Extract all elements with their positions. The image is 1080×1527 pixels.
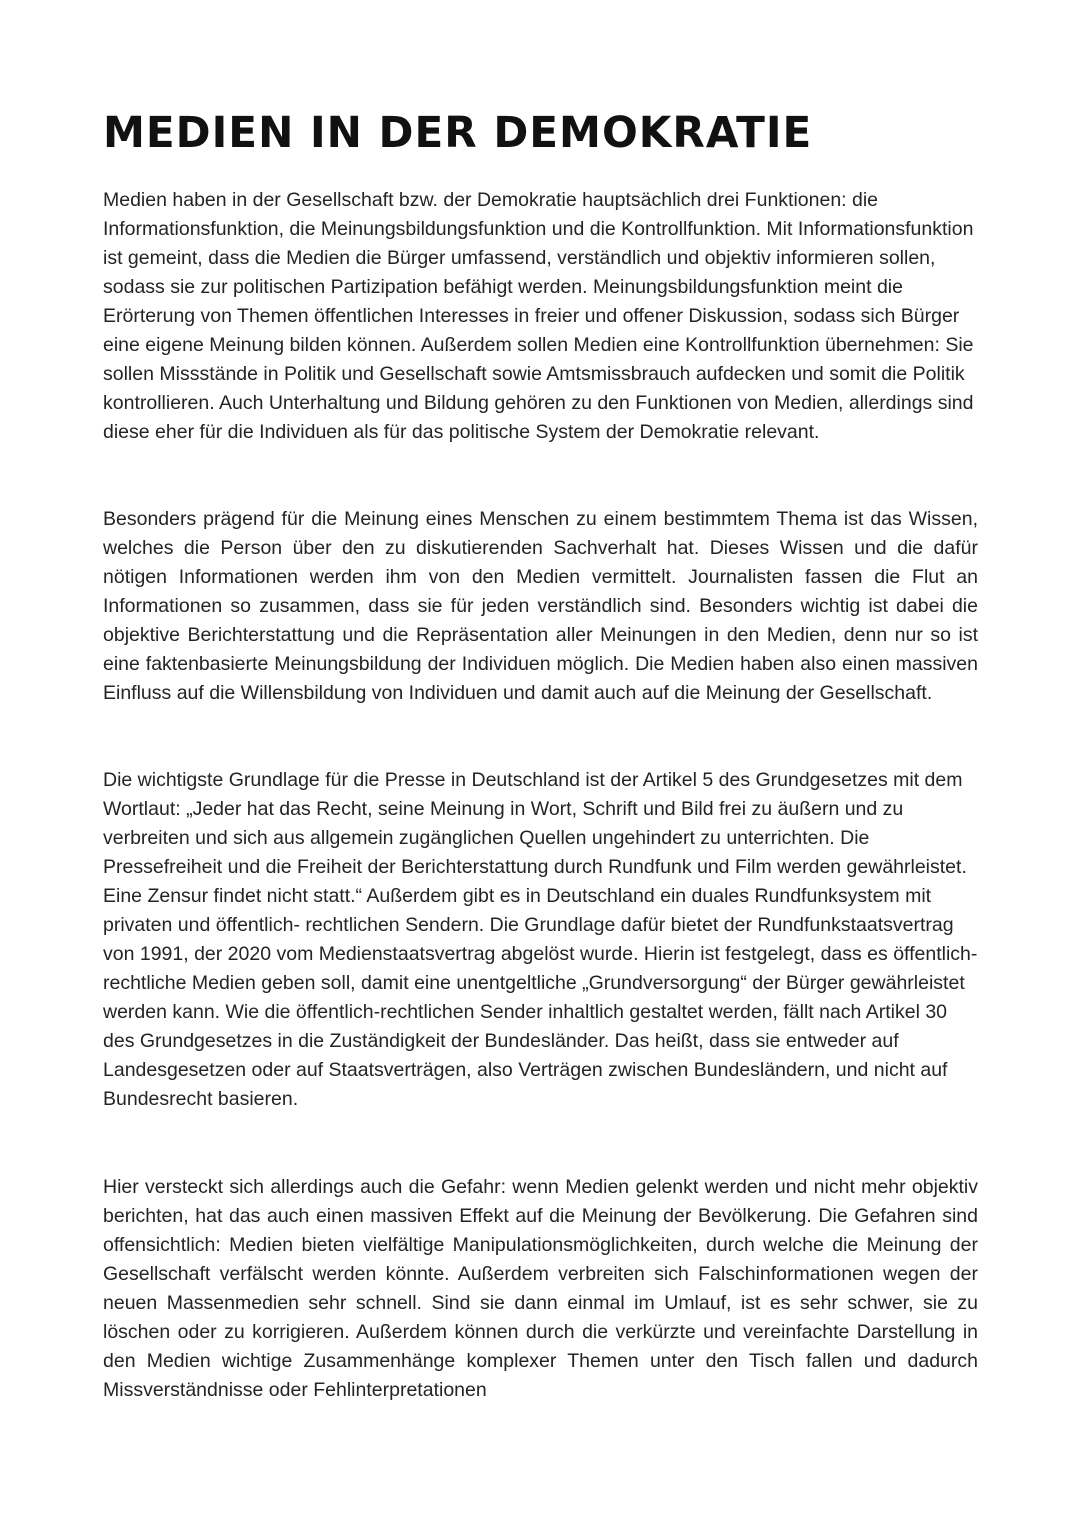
paragraph-opinion-forming: Besonders prägend für die Meinung eines Menschen zu einem bestimmtem Thema ist das Wissen, welches die Person über den zu diskutierenden Sachverhalt hat. Dieses Wissen und die dafür nötigen Informationen werden ihm von den Medien vermittelt. Journalisten fassen die Flut an Informationen so zusammen, dass sie für jeden verständlich sind. Besonders wichtig ist dabei die objektive Berichterstattung und die Repräsentation aller Meinungen in den Medien, denn nur so ist eine faktenbasierte Meinungsbildung der Individuen möglich. Die Medien haben also einen massiven Einfluss auf die Willensbildung von Individuen und damit auch auf die Meinung der Gesellschaft.	[103, 508, 978, 704]
paragraph-functions: Medien haben in der Gesellschaft bzw. der Demokratie hauptsächlich drei Funktionen: die Informationsfunktion, die Meinungsbildungsfunktion und die Kontrollfunktion. Mit Informationsfunktion ist gemeint, dass die Medien die Bürger umfassend, verständlich und objektiv informieren sollen, sodass sie zur politischen Partizipation befähigt werden. Meinungsbildungsfunktion meint die Erörterung von Themen öffentlichen Interesses in freier und offener Diskussion, sodass sich Bürger eine eigene Meinung bilden können. Außerdem sollen Medien eine Kontrollfunktion übernehmen: Sie sollen Missstände in Politik und Gesellschaft sowie Amtsmissbrauch aufdecken und somit die Politik kontrollieren. Auch Unterhaltung und Bildung gehören zu den Funktionen von Medien, allerdings sind diese eher für die Individuen als für das politische System der Demokratie relevant.	[103, 189, 974, 443]
paragraph-legal-basis: Die wichtigste Grundlage für die Presse in Deutschland ist der Artikel 5 des Grundgesetzes mit dem Wortlaut: „Jeder hat das Recht, seine Meinung in Wort, Schrift und Bild frei zu äußern und zu verbreiten und sich aus allgemein zugänglichen Quellen ungehindert zu unterrichten. Die Pressefreiheit und die Freiheit der Berichterstattung durch Rundfunk und Film werden gewährleistet. Eine Zensur findet nicht statt.“ Außerdem gibt es in Deutschland ein duales Rundfunksystem mit privaten und öffentlich- rechtlichen Sendern. Die Grundlage dafür bietet der Rundfunkstaatsvertrag von 1991, der 2020 vom Medienstaatsvertrag abgelöst wurde. Hierin ist festgelegt, dass es öffentlich-rechtliche Medien geben soll, damit eine unentgeltliche „Grundversorgung“ der Bürger gewährleistet werden kann. Wie die öffentlich-rechtlichen Sender inhaltlich gestaltet werden, fällt nach Artikel 30 des Grundgesetzes in die Zuständigkeit der Bundesländer. Das heißt, dass sie entweder auf Landesgesetzen oder auf Staatsverträgen, also Verträgen zwischen Bundesländern, und nicht auf Bundesrecht basieren.	[103, 769, 978, 1110]
page-title: MEDIEN IN DER DEMOKRATIE	[103, 108, 813, 158]
paragraph-dangers: Hier versteckt sich allerdings auch die Gefahr: wenn Medien gelenkt werden und nicht mehr objektiv berichten, hat das auch einen massiven Effekt auf die Meinung der Bevölkerung. Die Gefahren sind offensichtlich: Medien bieten vielfältige Manipulationsmöglichkeiten, durch welche die Meinung der Gesellschaft verfälscht werden könnte. Außerdem verbreiten sich Falschinformationen wegen der neuen Massenmedien sehr schnell. Sind sie dann einmal im Umlauf, ist es sehr schwer, sie zu löschen oder zu korrigieren. Außerdem können durch die verkürzte und vereinfachte Darstellung in den Medien wichtige Zusammenhänge komplexer Themen unter den Tisch fallen und dadurch Missverständnisse oder Fehlinterpretationen	[103, 1176, 978, 1401]
